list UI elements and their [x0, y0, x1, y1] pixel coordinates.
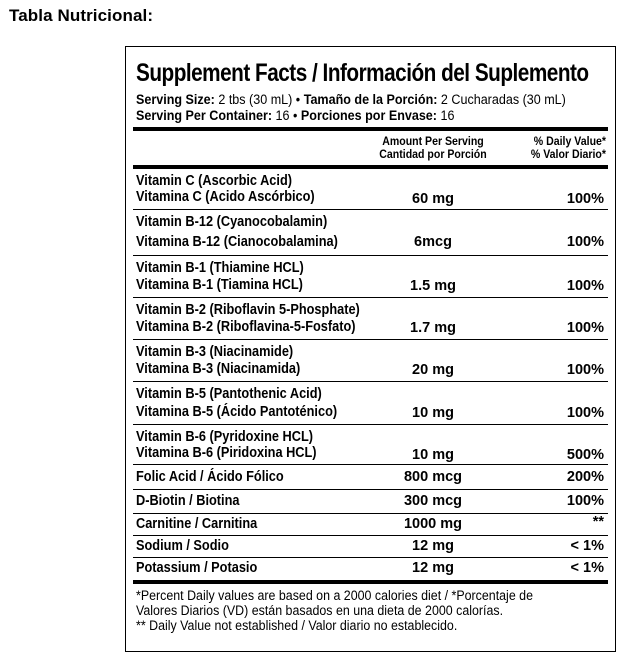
nutrient-name-en: Vitamin B-12 (Cyanocobalamin) — [136, 214, 328, 230]
row-divider — [133, 557, 608, 558]
nutrient-dv: 100% — [566, 405, 604, 421]
nutrient-dv: 100% — [566, 234, 604, 250]
servings-per-container-label: Serving Per Container: — [136, 108, 273, 123]
nutrient-name: Carnitine / Carnitina — [136, 516, 258, 532]
row-divider — [133, 513, 608, 514]
nutrient-amount: 20 mg — [412, 362, 454, 378]
footnote — [136, 588, 614, 633]
row-divider — [133, 381, 608, 382]
amount-column-header — [375, 135, 491, 161]
nutrient-name-es: Vitamina B-1 (Tiamina HCL) — [136, 277, 303, 293]
nutrient-amount: 10 mg — [412, 405, 454, 421]
row-divider — [133, 297, 608, 298]
nutrient-name: D-Biotin / Biotina — [136, 493, 240, 509]
nutrient-name-en: Vitamin B-5 (Pantothenic Acid) — [136, 386, 322, 402]
nutrient-name-es: Vitamina B-3 (Niacinamida) — [136, 361, 301, 377]
nutrient-amount: 1000 mg — [403, 516, 463, 532]
dv-header-es: % Valor Diario* — [530, 147, 606, 161]
nutrient-name: Folic Acid / Ácido Fólico — [136, 469, 284, 485]
servings-per-container-line — [136, 108, 454, 123]
nutrient-amount: 10 mg — [412, 447, 454, 463]
nutrient-name-en: Vitamin B-2 (Riboflavin 5-Phosphate) — [136, 302, 360, 318]
nutrient-name-en: Vitamin B-6 (Pyridoxine HCL) — [136, 429, 314, 445]
servings-per-container-value: 16 • — [275, 108, 298, 123]
dv-header-en: % Daily Value* — [533, 134, 606, 148]
page-title: Tabla Nutricional: — [9, 6, 154, 25]
footnote-line-3: ** Daily Value not established / Valor diario no establecido. — [136, 618, 458, 633]
nutrient-amount: 12 mg — [412, 560, 454, 576]
nutrient-dv: 100% — [566, 493, 604, 509]
row-divider — [133, 464, 608, 465]
row-divider — [133, 255, 608, 256]
nutrient-amount: 1.7 mg — [410, 320, 456, 336]
row-divider — [133, 535, 608, 536]
nutrient-name-es: Vitamina B-2 (Riboflavina-5-Fosfato) — [136, 319, 356, 335]
nutrient-dv: 100% — [566, 320, 604, 336]
footnote-line-1: *Percent Daily values are based on a 2000 calories diet / *Porcentaje de — [136, 588, 533, 603]
amount-header-es: Cantidad por Porción — [379, 147, 487, 161]
nutrient-dv: 100% — [566, 362, 604, 378]
serving-size-label: Serving Size: — [136, 92, 215, 107]
nutrient-dv: 200% — [566, 469, 604, 485]
porcion-value: 2 Cucharadas (30 mL) — [440, 92, 566, 107]
supplement-facts-panel — [125, 46, 616, 652]
nutrient-dv: 500% — [566, 447, 604, 463]
footnote-line-2: Valores Diarios (VD) están basados en una dieta de 2000 calorías. — [136, 603, 504, 618]
row-divider — [133, 209, 608, 210]
nutrient-name: Sodium / Sodio — [136, 538, 229, 554]
row-divider — [133, 339, 608, 340]
nutrient-name: Potassium / Potasio — [136, 560, 258, 576]
nutrient-amount: 800 mcg — [403, 469, 463, 485]
porciones-label: Porciones por Envase: — [300, 108, 437, 123]
nutrient-amount: 6mcg — [414, 234, 452, 250]
nutrient-amount: 1.5 mg — [410, 278, 456, 294]
serving-size-line — [136, 92, 566, 107]
amount-header-en: Amount Per Serving — [382, 134, 484, 148]
nutrient-name-en: Vitamin C (Ascorbic Acid) — [136, 173, 292, 189]
nutrient-name-es: Vitamina B-5 (Ácido Pantoténico) — [136, 404, 338, 420]
row-divider — [133, 489, 608, 490]
row-divider — [133, 424, 608, 425]
nutrient-dv: < 1% — [570, 538, 604, 554]
nutrient-name-en: Vitamin B-3 (Niacinamide) — [136, 344, 294, 360]
nutrient-name-es: Vitamina B-12 (Cianocobalamina) — [136, 234, 338, 250]
nutrient-amount: 60 mg — [412, 191, 454, 207]
nutrient-amount: 300 mcg — [403, 493, 463, 509]
porciones-value: 16 — [440, 108, 455, 123]
nutrient-name-es: Vitamina B-6 (Piridoxina HCL) — [136, 445, 317, 461]
nutrient-amount: 12 mg — [412, 538, 454, 554]
serving-size-value: 2 tbs (30 mL) • — [218, 92, 301, 107]
footer-rule — [133, 580, 608, 584]
columns-rule — [133, 165, 608, 169]
facts-title: Supplement Facts / Información del Suplemento — [136, 59, 589, 87]
nutrient-dv: 100% — [566, 191, 604, 207]
daily-value-column-header — [518, 135, 606, 161]
porcion-label: Tamaño de la Porción: — [303, 92, 438, 107]
header-rule — [133, 127, 608, 131]
nutrient-dv: < 1% — [570, 560, 604, 576]
nutrient-dv: 100% — [566, 278, 604, 294]
nutrient-dv: ** — [592, 514, 604, 530]
nutrient-name-es: Vitamina C (Acido Ascórbico) — [136, 189, 315, 205]
nutrient-name-en: Vitamin B-1 (Thiamine HCL) — [136, 260, 304, 276]
